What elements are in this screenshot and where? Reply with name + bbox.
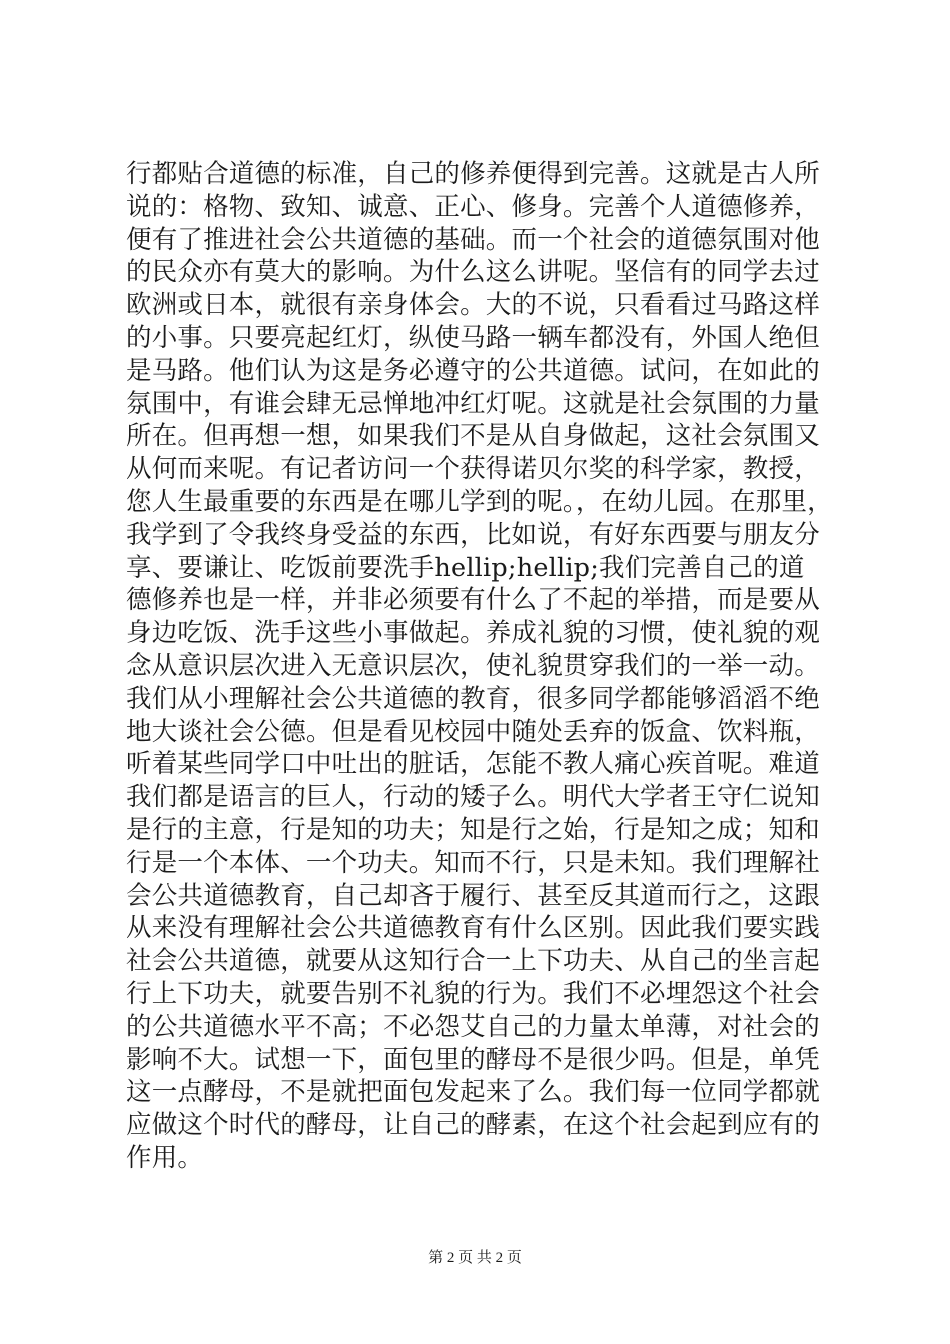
text-line: 会公共道德教育，自己却吝于履行、甚至反其道而行之，这跟 (126, 880, 820, 911)
text-line: 的小事。只要亮起红灯，纵使马路一辆车都没有，外国人绝但 (126, 322, 820, 353)
text-line: 身边吃饭、洗手这些小事做起。养成礼貌的习惯，使礼貌的观 (126, 618, 820, 649)
text-line: 便有了推进社会公共道德的基础。而一个社会的道德氛围对他 (126, 224, 820, 255)
text-line: 行是一个本体、一个功夫。知而不行，只是未知。我们理解社 (126, 847, 820, 878)
text-line: 享、要谦让、吃饭前要洗手hellip;hellip;我们完善自己的道 (126, 552, 805, 583)
text-line: 行上下功夫，就要告别不礼貌的行为。我们不必埋怨这个社会 (126, 978, 820, 1009)
text-line: 是马路。他们认为这是务必遵守的公共道德。试问，在如此的 (126, 355, 820, 386)
text-line: 这一点酵母，不是就把面包发起来了么。我们每一位同学都就 (126, 1077, 820, 1108)
text-line: 念从意识层次进入无意识层次，使礼貌贯穿我们的一举一动。 (126, 650, 820, 681)
page-number-footer: 第 2 页 共 2 页 (428, 1250, 522, 1266)
text-line: 欧洲或日本，就很有亲身体会。大的不说，只看看过马路这样 (126, 290, 820, 321)
text-line: 所在。但再想一想，如果我们不是从自身做起，这社会氛围又 (126, 421, 820, 452)
text-line: 应做这个时代的酵母，让自己的酵素，在这个社会起到应有的 (126, 1110, 820, 1141)
text-line: 德修养也是一样，并非必须要有什么了不起的举措，而是要从 (126, 585, 820, 616)
text-line: 说的：格物、致知、诚意、正心、修身。完善个人道德修养， (126, 191, 820, 222)
text-line: 我们都是语言的巨人，行动的矮子么。明代大学者王守仁说知 (126, 782, 820, 813)
body-text (126, 158, 846, 1175)
text-line: 的民众亦有莫大的影响。为什么这么讲呢。坚信有的同学去过 (126, 257, 820, 288)
text-line: 是行的主意，行是知的功夫；知是行之始，行是知之成；知和 (126, 814, 820, 845)
text-line: 我们从小理解社会公共道德的教育，很多同学都能够滔滔不绝 (126, 683, 820, 714)
text-line: 氛围中，有谁会肆无忌惮地冲红灯呢。这就是社会氛围的力量 (126, 388, 820, 419)
text-line: 从何而来呢。有记者访问一个获得诺贝尔奖的科学家，教授， (126, 454, 820, 485)
text-line: 从来没有理解社会公共道德教育有什么区别。因此我们要实践 (126, 913, 820, 944)
text-line: 听着某些同学口中吐出的脏话，怎能不教人痛心疾首呢。难道 (126, 749, 820, 780)
text-line: 影响不大。试想一下，面包里的酵母不是很少吗。但是，单凭 (126, 1044, 820, 1075)
text-line: 行都贴合道德的标准，自己的修养便得到完善。这就是古人所 (126, 159, 820, 189)
text-line: 作用。 (126, 1142, 204, 1173)
text-line: 的公共道德水平不高；不必怨艾自己的力量太单薄，对社会的 (126, 1011, 820, 1042)
text-line: 我学到了令我终身受益的东西，比如说，有好东西要与朋友分 (126, 519, 820, 550)
text-line: 社会公共道德，就要从这知行合一上下功夫、从自己的坐言起 (126, 946, 820, 977)
text-line: 您人生最重要的东西是在哪儿学到的呢。，在幼儿园。在那里， (126, 486, 833, 517)
text-line: 地大谈社会公德。但是看见校园中随处丢弃的饭盒、饮料瓶， (126, 716, 820, 747)
